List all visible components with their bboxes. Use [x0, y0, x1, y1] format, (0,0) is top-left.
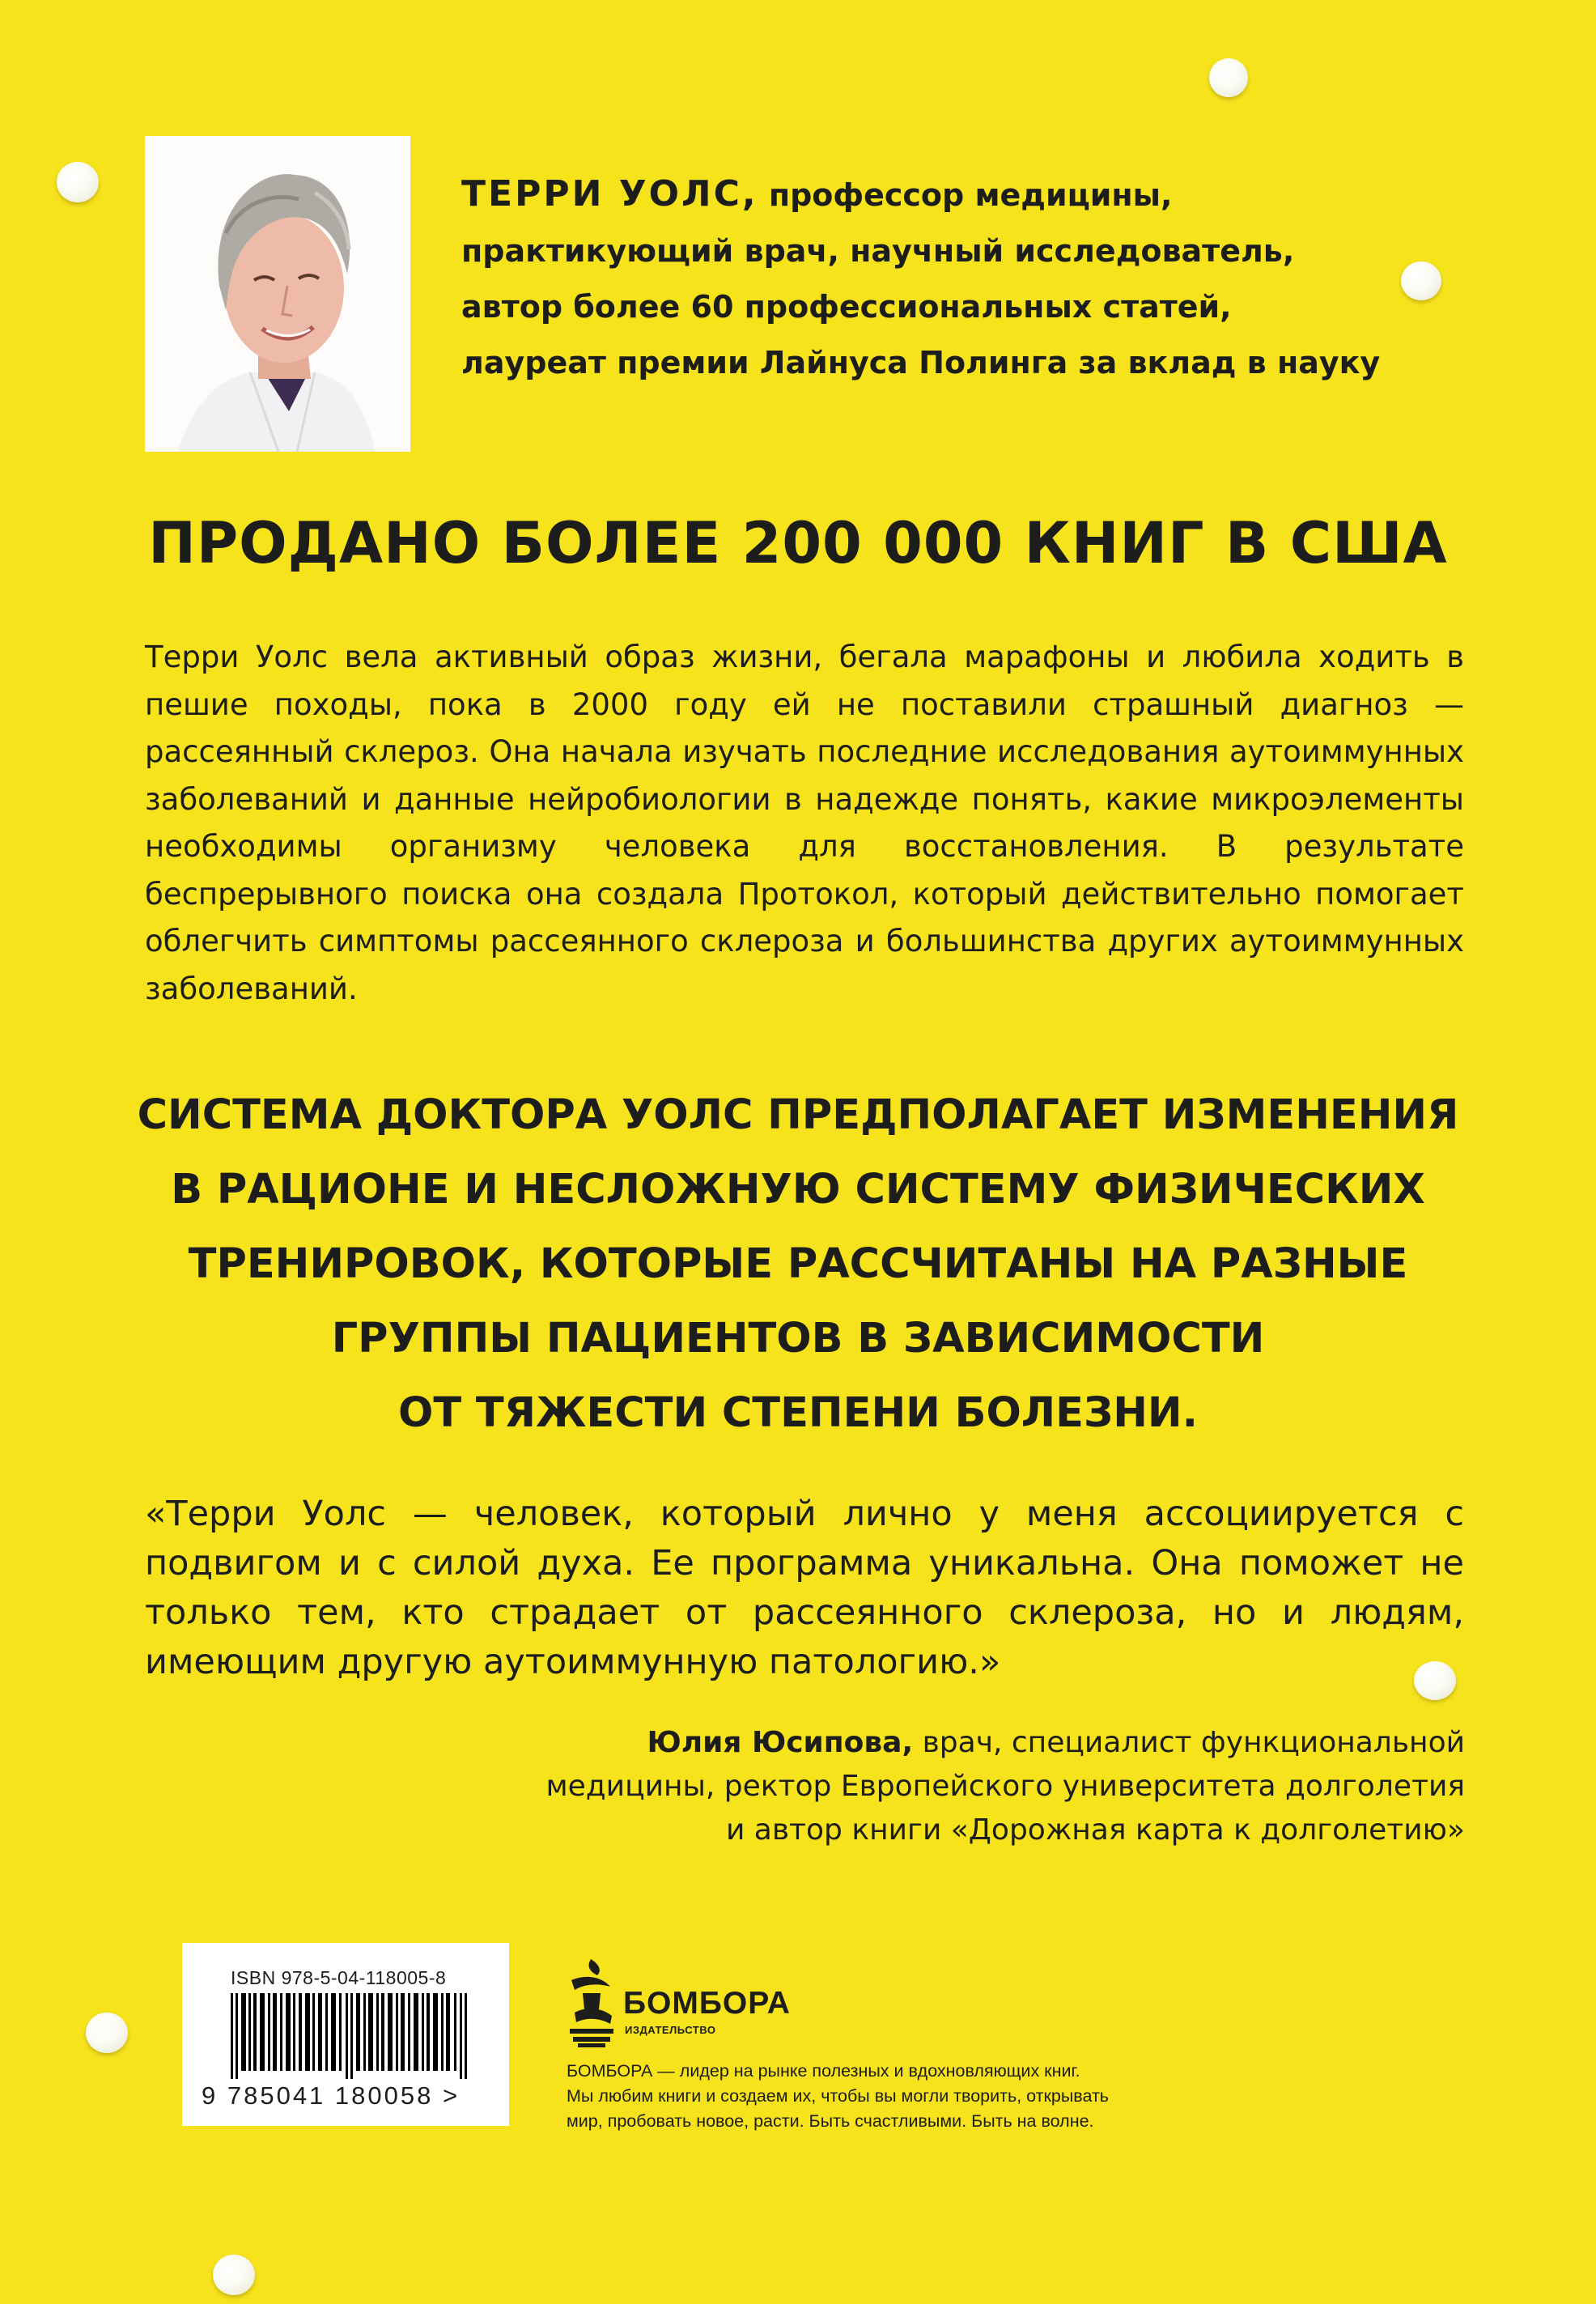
- system-summary-line: СИСТЕМА ДОКТОРА УОЛС ПРЕДПОЛАГАЕТ ИЗМЕНЕНИЯ: [137, 1091, 1459, 1139]
- barcode-bars: [231, 1993, 473, 2079]
- author-bio-line: лауреат премии Лайнуса Полинга за вклад в науку: [461, 345, 1381, 380]
- system-summary: [0, 1078, 1596, 1451]
- testimonial-attribution: [413, 1721, 1465, 1852]
- publisher-logo-name: БОМБОРА: [623, 1986, 791, 2021]
- book-description: Терри Уолс вела активный образ жизни, бегала марафоны и любила ходить в пешие походы, пока в 2000 году ей не поставили страшный диагноз — рассеянный склероз. Она начала изучать последние исследования аутоиммунных заболеваний и данные нейробиологии в надежде понять, какие микроэлементы необходимы организму человека для восстановления. В результате беспрерывного поиска она создала Протокол, который действительно помогает облегчить симптомы рассеянного склероза и большинства других аутоиммунных заболеваний.: [145, 640, 1464, 1006]
- system-summary-line: ОТ ТЯЖЕСТИ СТЕПЕНИ БОЛЕЗНИ.: [398, 1389, 1198, 1437]
- pill-decoration: [57, 162, 99, 202]
- publisher-logo-subtitle: ИЗДАТЕЛЬСТВО: [625, 2024, 716, 2036]
- sales-headline: ПРОДАНО БОЛЕЕ 200 000 КНИГ В США: [148, 510, 1448, 576]
- system-summary-line: ГРУППЫ ПАЦИЕНТОВ В ЗАВИСИМОСТИ: [331, 1315, 1265, 1362]
- pill-decoration: [213, 2255, 255, 2295]
- pill-decoration: [1209, 58, 1248, 97]
- attribution-name: Юлия Юсипова,: [647, 1726, 914, 1759]
- system-summary-line: В РАЦИОНЕ И НЕСЛОЖНУЮ СИСТЕМУ ФИЗИЧЕСКИХ: [171, 1166, 1425, 1214]
- author-photo: [145, 136, 410, 452]
- publisher-description-line: Мы любим книги и создаем их, чтобы вы могли творить, открывать: [567, 2086, 1109, 2106]
- author-name: ТЕРРИ УОЛС,: [461, 173, 758, 215]
- pill-decoration: [86, 2013, 128, 2053]
- author-bio-line: практикующий врач, научный исследователь,: [461, 233, 1295, 269]
- isbn-label: ISBN 978-5-04-118005-8: [231, 1967, 447, 1988]
- barcode: [182, 1943, 509, 2126]
- attribution-line: и автор книги «Дорожная карта к долголетию»: [725, 1813, 1465, 1847]
- publisher-description-line: мир, пробовать новое, расти. Быть счастливыми. Быть на волне.: [567, 2111, 1094, 2131]
- publisher-description: [567, 2059, 1230, 2134]
- testimonial-quote: «Терри Уолс — человек, который лично у меня ассоциируется с подвигом и с силой духа. Ее программа уникальна. Она поможет не только тем, кто страдает от рассеянного склероза, но и людям, имеющим другую аутоиммунную патологию.»: [145, 1494, 1464, 1682]
- publisher-description-line: БОМБОРА — лидер на рынке полезных и вдохновляющих книг.: [567, 2061, 1080, 2081]
- publisher-logo-icon: [567, 1959, 617, 2048]
- author-bio: [461, 166, 1449, 391]
- barcode-digits: 9 785041 180058 >: [202, 2081, 461, 2110]
- system-summary-line: ТРЕНИРОВОК, КОТОРЫЕ РАССЧИТАНЫ НА РАЗНЫЕ: [188, 1240, 1408, 1288]
- author-bio-line: автор более 60 профессиональных статей,: [461, 289, 1232, 325]
- attribution-line: врач, специалист функциональной: [913, 1726, 1465, 1759]
- author-bio-line: профессор медицины,: [768, 177, 1173, 213]
- attribution-line: медицины, ректор Европейского университета долголетия: [545, 1770, 1465, 1803]
